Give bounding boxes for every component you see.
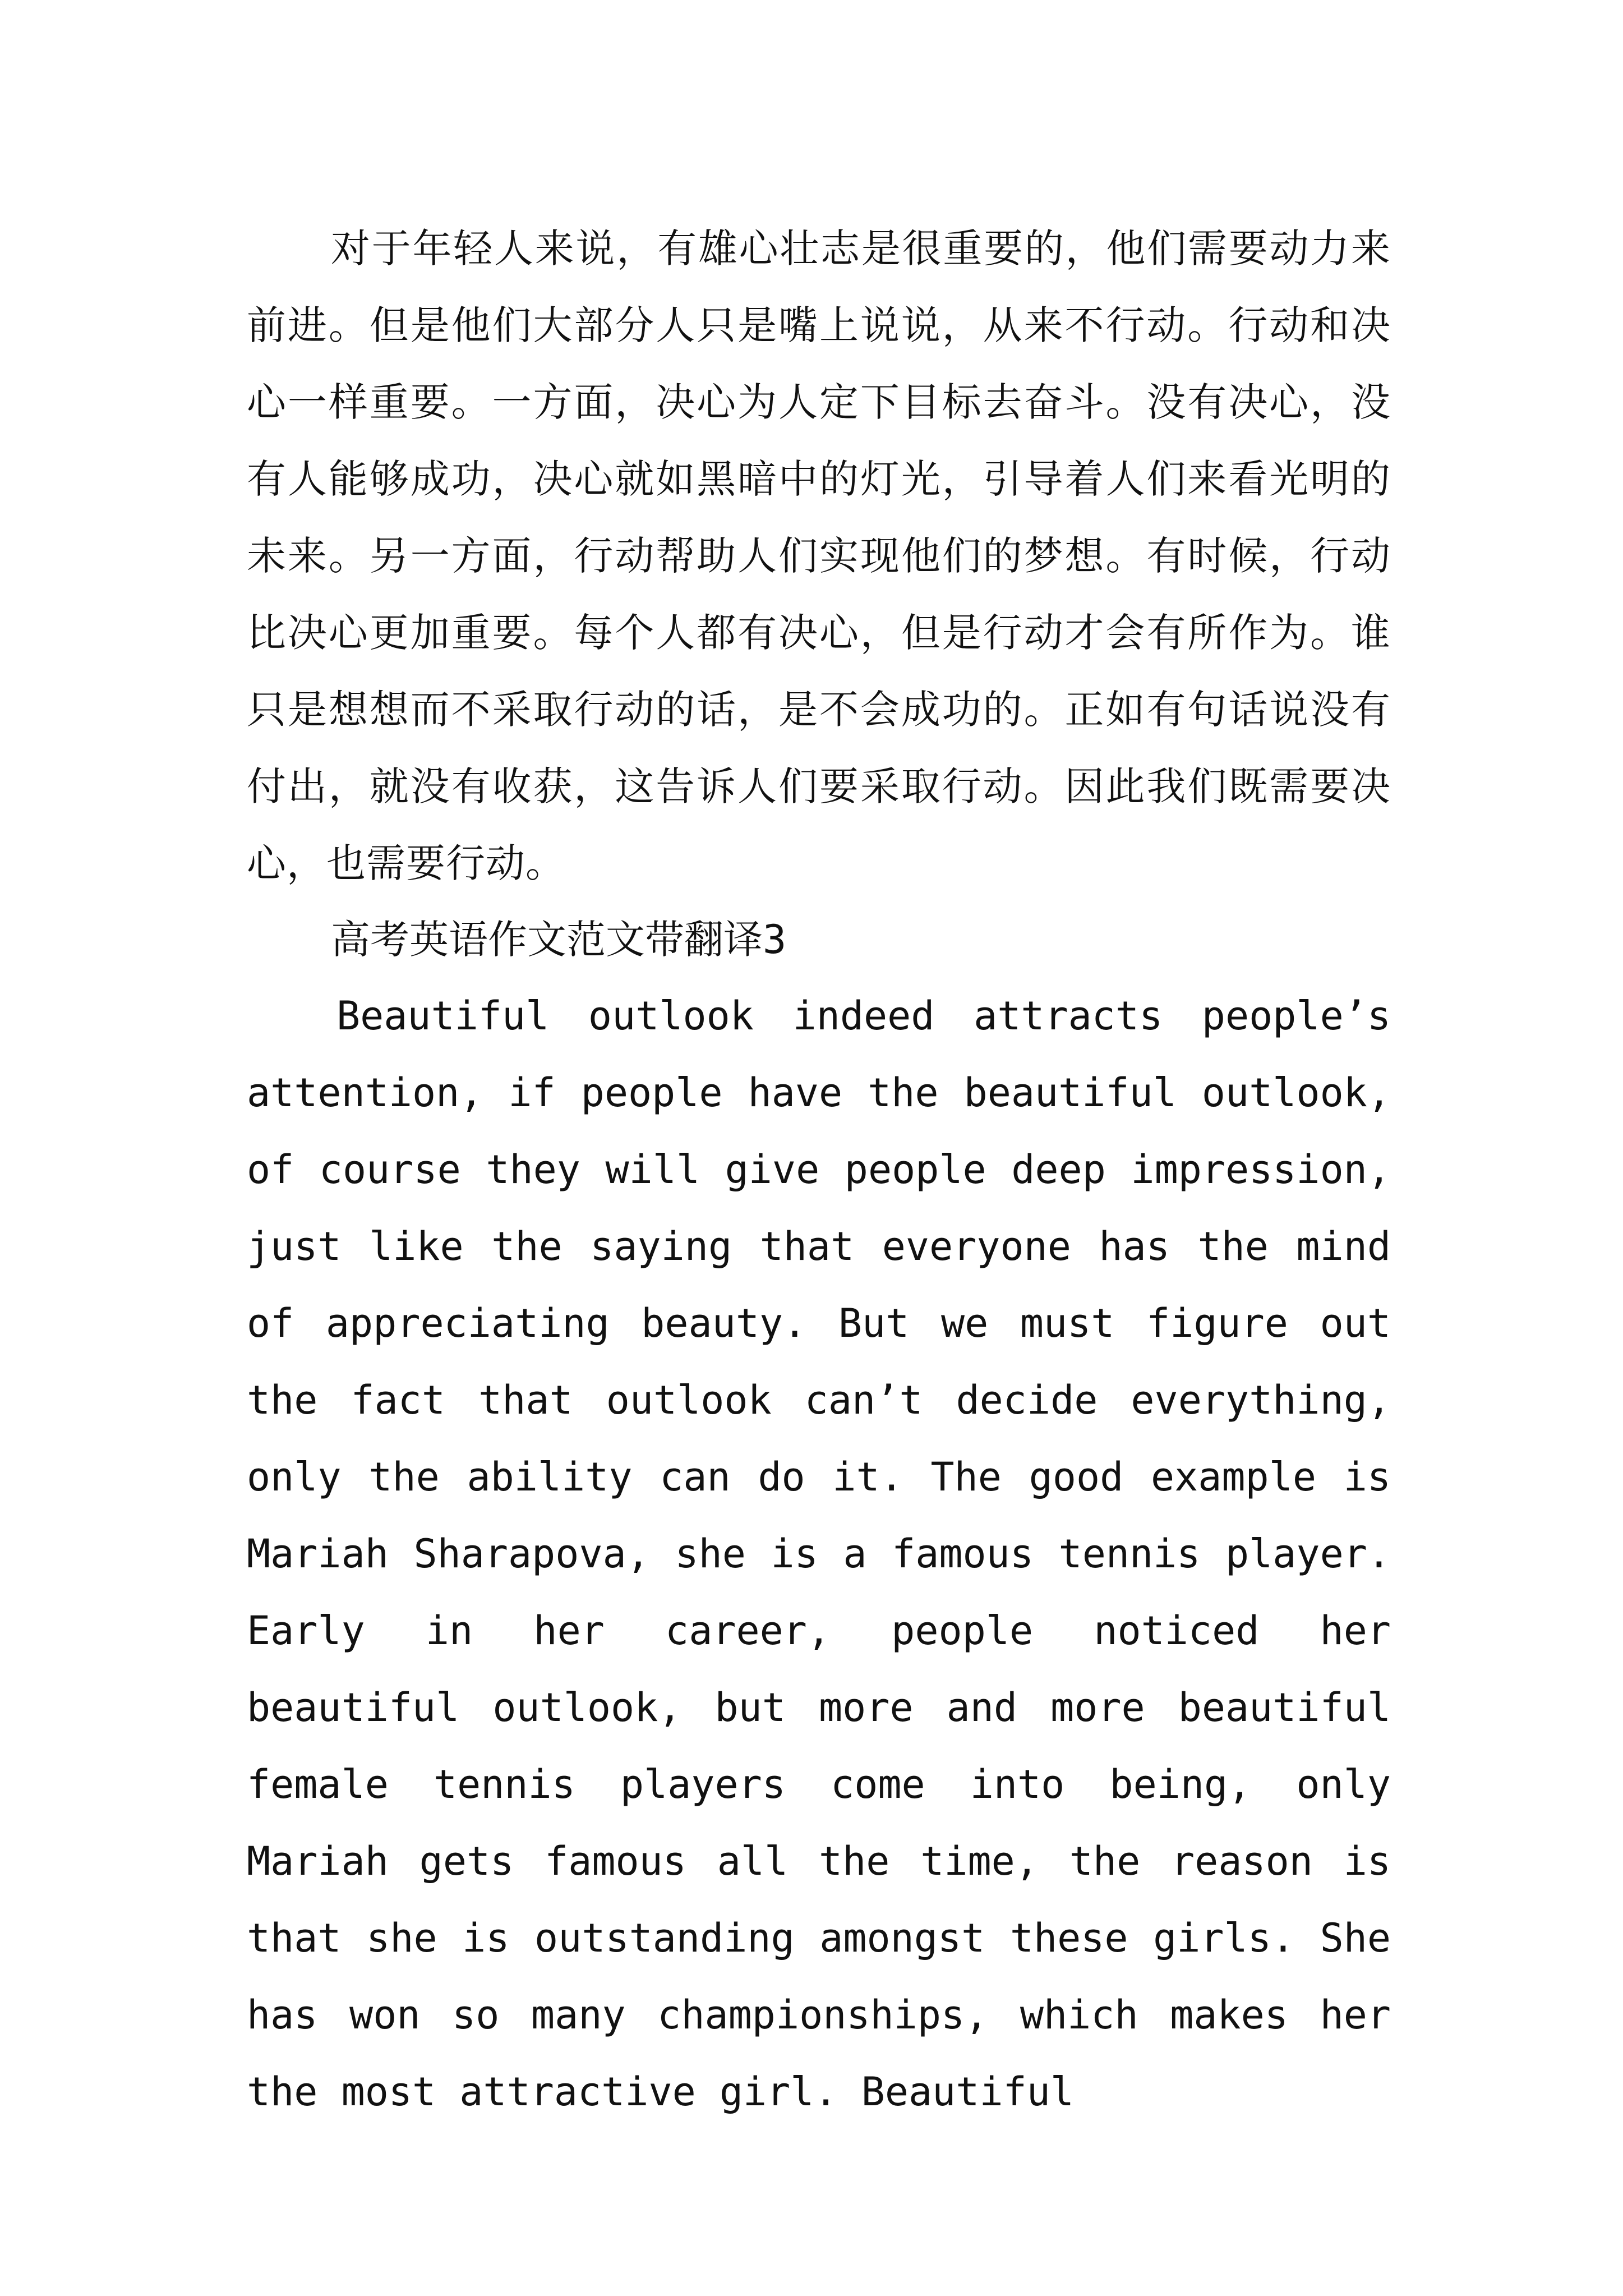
chinese-paragraph: 对于年轻人来说，有雄心壮志是很重要的，他们需要动力来前进。但是他们大部分人只是嘴上说说，从来不行动。行动和决心一样重要。一方面，决心为人定下目标去奋斗。没有决心，没有人能够成功，决心就如黑暗中的灯光，引导着人们来看光明的未来。另一方面，行动帮助人们实现他们的梦想。有时候，行动比决心更加重要。每个人都有决心，但是行动才会有所作为。谁只是想想而不采取行动的话，是不会成功的。正如有句话说没有付出，就没有收获，这告诉人们要采取行动。因此我们既需要决心，也需要行动。 [247,226,1391,886]
english-paragraph-block [247,978,1391,2131]
english-paragraph: Beautiful outlook indeed attracts people’s attention, if people have the beautiful outlook, of course they will give people deep impression, just like the saying that everyone has the mind of appreciating beauty. But we must figure out the fact that outlook can’t decide everything, only the ability can do it. The good example is Mariah Sharapova, she is a famous tennis player. Early in her career, people noticed her beautiful outlook, but more and more beautiful female tennis players come into being, only Mariah gets famous all the time, the reason is that she is outstanding amongst these girls. She has won so many championships, which makes her the most attractive girl. Beautiful [247,993,1391,2115]
chinese-paragraph-block [247,210,1391,902]
section-heading: 高考英语作文范文带翻译3 [331,917,787,963]
